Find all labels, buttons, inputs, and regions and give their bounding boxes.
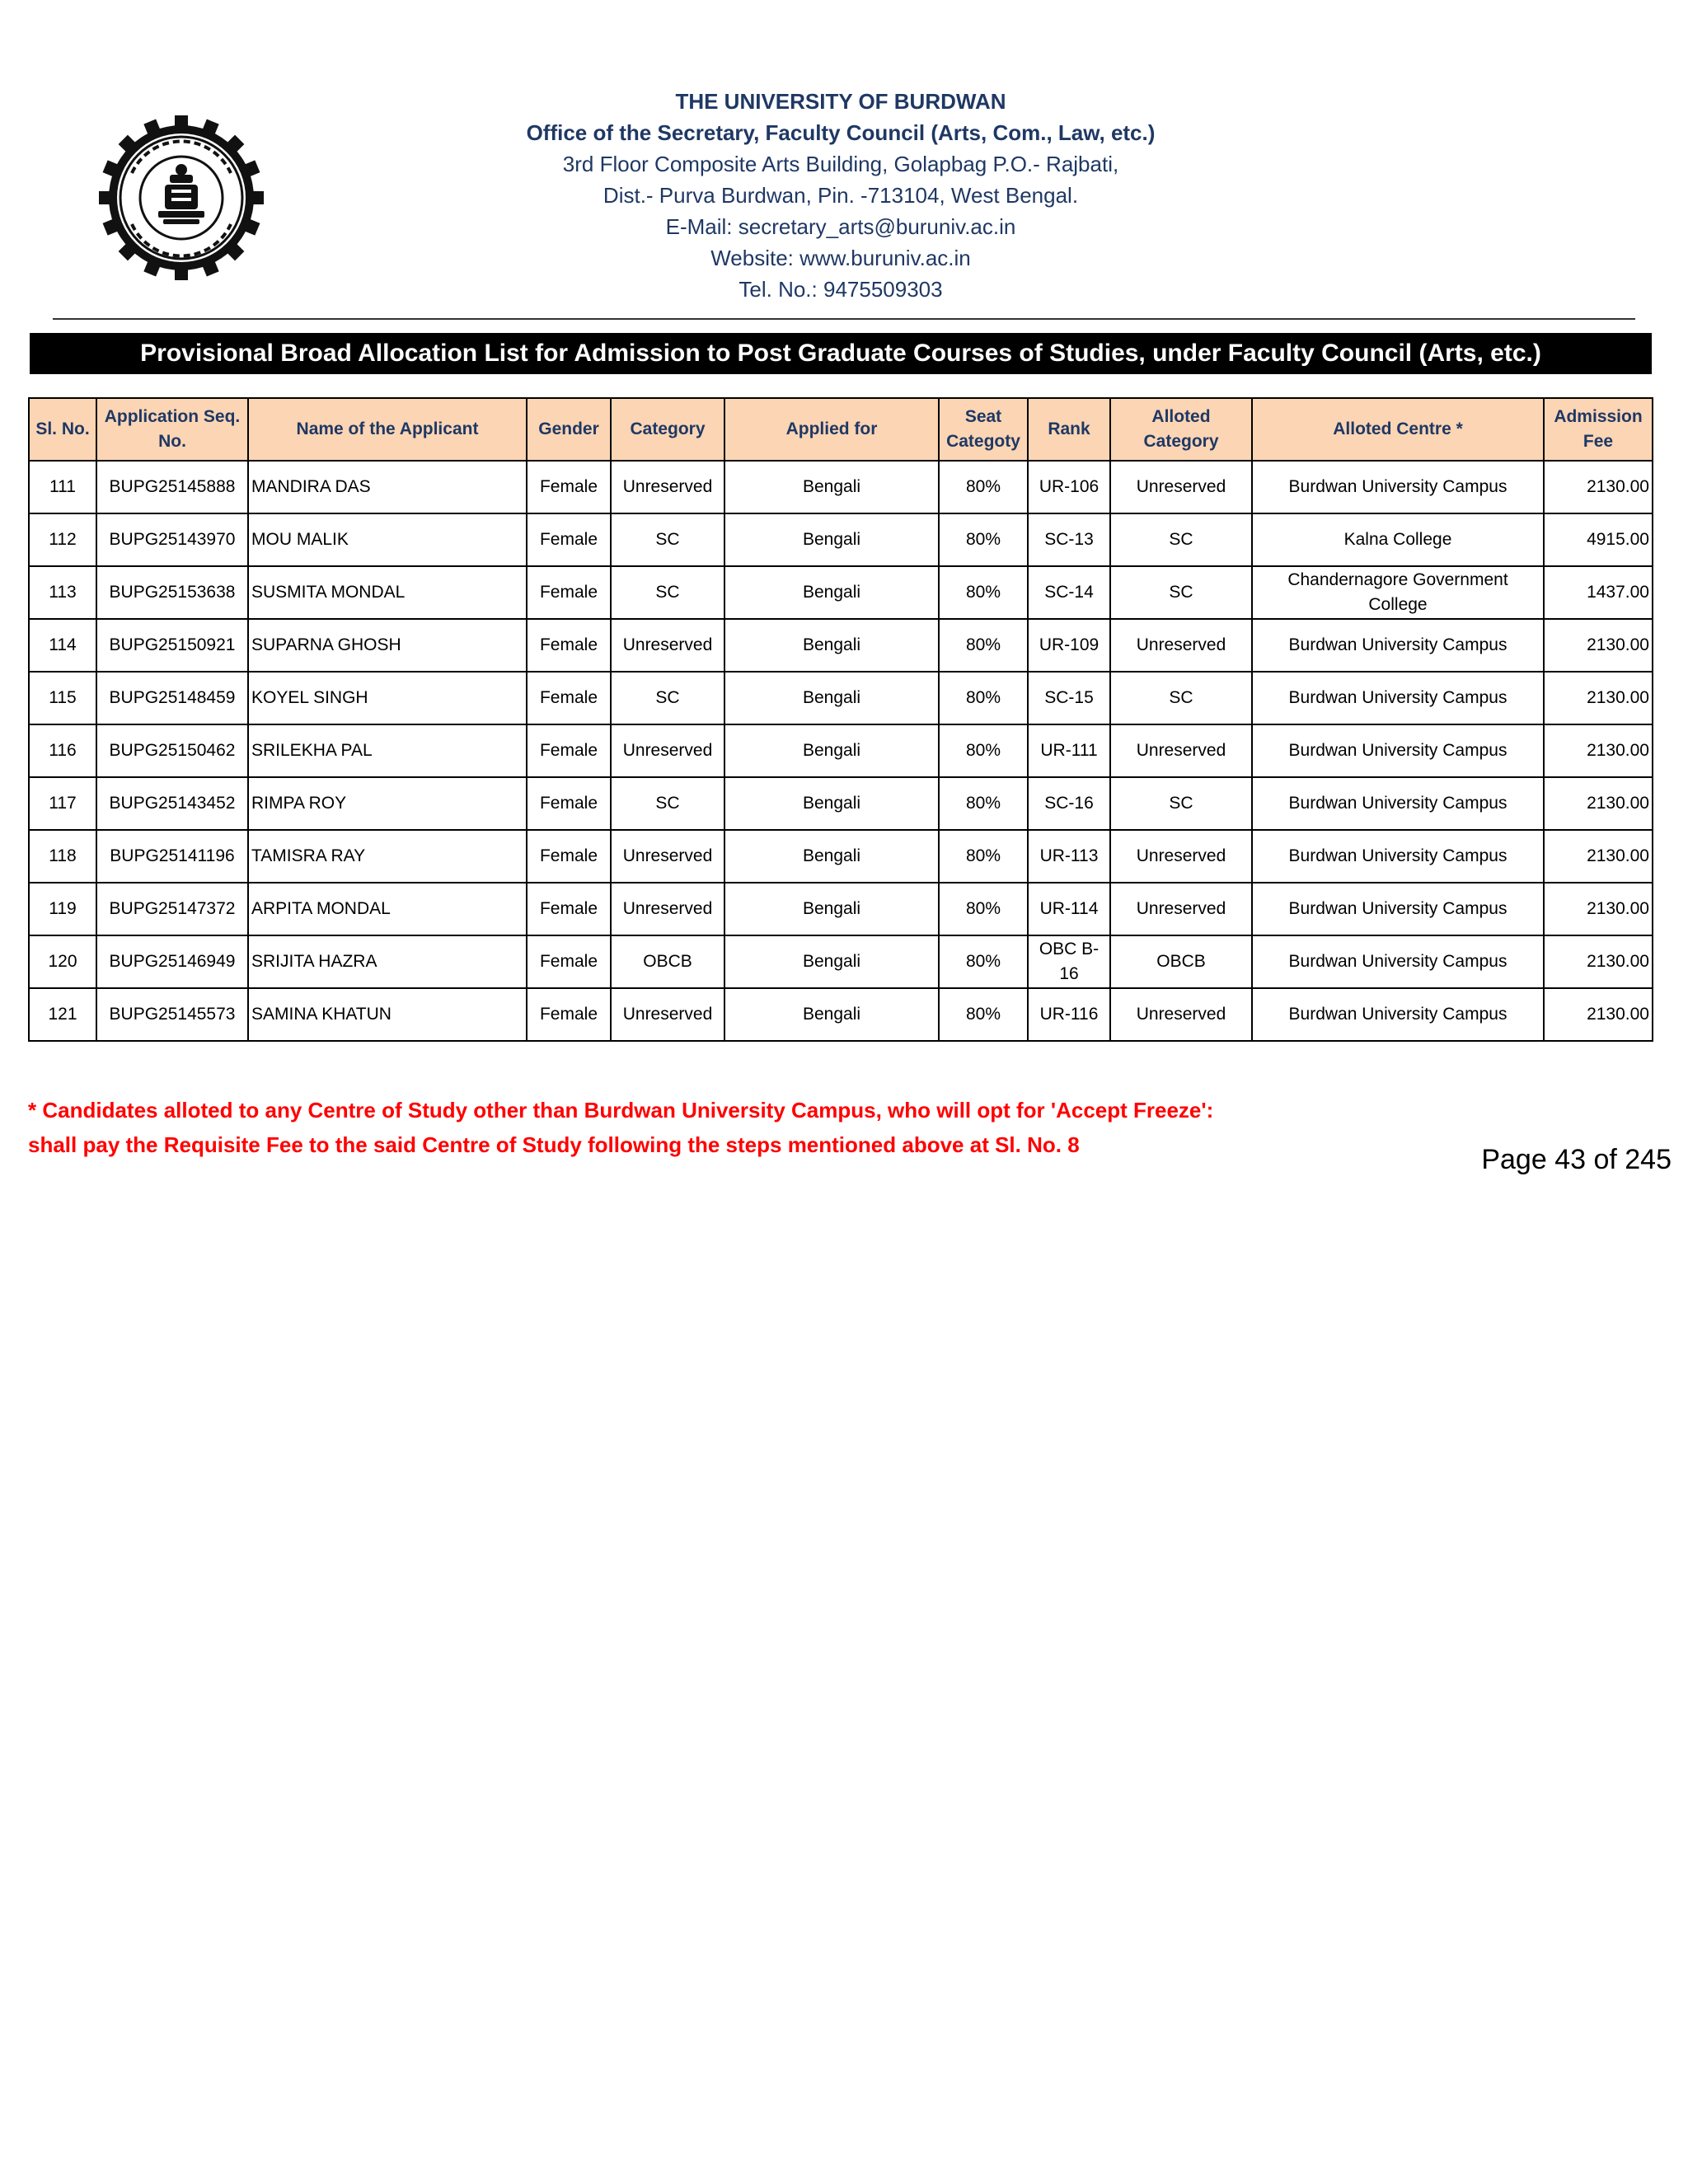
cell-gender: Female — [527, 724, 611, 777]
cell-gender: Female — [527, 777, 611, 830]
cell-sl-no: 116 — [29, 724, 96, 777]
table-row — [29, 724, 1653, 777]
cell-alloted-centre — [1252, 935, 1544, 988]
column-header-rank — [1028, 398, 1110, 461]
cell-category: SC — [611, 566, 724, 619]
cell-rank: UR-113 — [1028, 830, 1110, 883]
cell-admission-fee: 2130.00 — [1544, 935, 1653, 988]
cell-admission-fee: 2130.00 — [1544, 461, 1653, 513]
cell-rank: UR-111 — [1028, 724, 1110, 777]
column-header-line: Gender — [538, 419, 599, 438]
cell-applicant-name: MOU MALIK — [248, 513, 527, 566]
column-header-line: Admission — [1554, 407, 1643, 426]
address-line-1: 3rd Floor Composite Arts Building, Golapbag P.O.- Rajbati, — [562, 152, 1119, 176]
cell-seat-category: 80% — [939, 988, 1028, 1041]
cell-sl-no: 120 — [29, 935, 96, 988]
cell-applied-for: Bengali — [724, 566, 939, 619]
column-header-line: No. — [158, 432, 186, 451]
cell-rank: UR-106 — [1028, 461, 1110, 513]
cell-applied-for: Bengali — [724, 830, 939, 883]
cell-applicant-name: SRIJITA HAZRA — [248, 935, 527, 988]
cell-line: Burdwan University Campus — [1288, 688, 1507, 707]
footnote — [28, 1093, 1429, 1162]
letterhead-text — [445, 86, 1236, 305]
cell-admission-fee: 2130.00 — [1544, 777, 1653, 830]
column-header-line: Applied for — [785, 419, 878, 438]
cell-rank: SC-13 — [1028, 513, 1110, 566]
cell-applicant-name: SRILEKHA PAL — [248, 724, 527, 777]
cell-category: Unreserved — [611, 830, 724, 883]
cell-alloted-category: Unreserved — [1110, 461, 1252, 513]
table-row — [29, 883, 1653, 935]
cell-alloted-centre — [1252, 672, 1544, 724]
cell-rank: SC-14 — [1028, 566, 1110, 619]
column-header-line: Application Seq. — [104, 407, 241, 426]
cell-seat-category: 80% — [939, 777, 1028, 830]
cell-alloted-category: Unreserved — [1110, 883, 1252, 935]
cell-sl-no: 113 — [29, 566, 96, 619]
cell-gender: Female — [527, 988, 611, 1041]
cell-line: Burdwan University Campus — [1288, 794, 1507, 813]
cell-category: SC — [611, 672, 724, 724]
column-header-gender — [527, 398, 611, 461]
cell-seat-category: 80% — [939, 830, 1028, 883]
cell-line: Burdwan University Campus — [1288, 741, 1507, 760]
column-header-applied-for — [724, 398, 939, 461]
cell-category: SC — [611, 777, 724, 830]
footnote-line-2: shall pay the Requisite Fee to the said Centre of Study following the steps mentioned above at Sl. No. 8 — [28, 1132, 1080, 1157]
cell-admission-fee: 2130.00 — [1544, 883, 1653, 935]
column-header-line: Category — [1143, 432, 1219, 451]
cell-alloted-centre — [1252, 988, 1544, 1041]
cell-applied-for: Bengali — [724, 619, 939, 672]
cell-application-seq-no: BUPG25150921 — [96, 619, 248, 672]
cell-applicant-name: SUSMITA MONDAL — [248, 566, 527, 619]
cell-alloted-centre — [1252, 513, 1544, 566]
cell-applied-for: Bengali — [724, 777, 939, 830]
column-header-admission-fee — [1544, 398, 1653, 461]
cell-rank: UR-109 — [1028, 619, 1110, 672]
table-header-row — [29, 398, 1653, 461]
cell-line: Burdwan University Campus — [1288, 952, 1507, 971]
table-row — [29, 988, 1653, 1041]
telephone-line: Tel. No.: 9475509303 — [738, 277, 943, 302]
table-body — [29, 461, 1653, 1041]
cell-admission-fee: 2130.00 — [1544, 724, 1653, 777]
column-header-line: Fee — [1582, 432, 1614, 451]
cell-alloted-category: Unreserved — [1110, 724, 1252, 777]
website-line: Website: www.buruniv.ac.in — [710, 246, 971, 270]
cell-applied-for: Bengali — [724, 988, 939, 1041]
column-header-line: Categoty — [946, 432, 1020, 451]
cell-seat-category: 80% — [939, 672, 1028, 724]
cell-alloted-centre — [1252, 883, 1544, 935]
table-row — [29, 513, 1653, 566]
column-header-line: Seat — [964, 407, 1002, 426]
office-name: Office of the Secretary, Faculty Council (Arts, Com., Law, etc.) — [526, 120, 1156, 145]
cell-application-seq-no: BUPG25143452 — [96, 777, 248, 830]
cell-admission-fee: 2130.00 — [1544, 830, 1653, 883]
column-header-applicant-name — [248, 398, 527, 461]
cell-sl-no: 114 — [29, 619, 96, 672]
cell-admission-fee: 4915.00 — [1544, 513, 1653, 566]
cell-alloted-category: Unreserved — [1110, 830, 1252, 883]
cell-seat-category: 80% — [939, 724, 1028, 777]
header-divider — [53, 318, 1635, 320]
cell-gender: Female — [527, 672, 611, 724]
cell-application-seq-no: BUPG25143970 — [96, 513, 248, 566]
cell-applied-for: Bengali — [724, 935, 939, 988]
cell-line: College — [1368, 595, 1428, 614]
cell-category: Unreserved — [611, 883, 724, 935]
cell-alloted-centre — [1252, 724, 1544, 777]
table-row — [29, 777, 1653, 830]
column-header-line: Alloted Centre * — [1333, 419, 1463, 438]
cell-applicant-name: SAMINA KHATUN — [248, 988, 527, 1041]
cell-alloted-category: SC — [1110, 566, 1252, 619]
cell-sl-no: 121 — [29, 988, 96, 1041]
cell-seat-category: 80% — [939, 566, 1028, 619]
cell-sl-no: 111 — [29, 461, 96, 513]
column-header-line: Sl. No. — [35, 419, 90, 438]
cell-gender: Female — [527, 566, 611, 619]
cell-rank: SC-16 — [1028, 777, 1110, 830]
table-row — [29, 566, 1653, 619]
cell-alloted-centre — [1252, 461, 1544, 513]
cell-application-seq-no: BUPG25153638 — [96, 566, 248, 619]
cell-application-seq-no: BUPG25146949 — [96, 935, 248, 988]
cell-seat-category: 80% — [939, 461, 1028, 513]
cell-applicant-name: MANDIRA DAS — [248, 461, 527, 513]
column-header-seat-category — [939, 398, 1028, 461]
cell-rank: UR-116 — [1028, 988, 1110, 1041]
cell-applied-for: Bengali — [724, 513, 939, 566]
cell-alloted-centre — [1252, 830, 1544, 883]
cell-alloted-centre — [1252, 777, 1544, 830]
cell-alloted-category: Unreserved — [1110, 619, 1252, 672]
footnote-line-1: * Candidates alloted to any Centre of Study other than Burdwan University Campus, who will opt for 'Accept Freeze': — [28, 1098, 1214, 1122]
cell-category: Unreserved — [611, 461, 724, 513]
column-header-line: Name of the Applicant — [296, 419, 479, 438]
cell-seat-category: 80% — [939, 513, 1028, 566]
cell-gender: Female — [527, 461, 611, 513]
cell-line: Chandernagore Government — [1287, 570, 1508, 589]
column-header-application-seq-no — [96, 398, 248, 461]
cell-alloted-centre — [1252, 619, 1544, 672]
page-number: Page 43 of 245 — [1481, 1144, 1672, 1175]
cell-sl-no: 112 — [29, 513, 96, 566]
column-header-alloted-category — [1110, 398, 1252, 461]
cell-line: Burdwan University Campus — [1288, 635, 1507, 654]
table-row — [29, 830, 1653, 883]
cell-applicant-name: TAMISRA RAY — [248, 830, 527, 883]
cell-line: Burdwan University Campus — [1288, 846, 1507, 865]
table-row — [29, 461, 1653, 513]
cell-line: Burdwan University Campus — [1288, 477, 1507, 496]
cell-alloted-category: Unreserved — [1110, 988, 1252, 1041]
university-seal-icon — [99, 115, 264, 280]
cell-alloted-category: SC — [1110, 513, 1252, 566]
cell-gender: Female — [527, 883, 611, 935]
cell-applied-for: Bengali — [724, 672, 939, 724]
email-line: E-Mail: secretary_arts@buruniv.ac.in — [665, 214, 1016, 239]
cell-admission-fee: 2130.00 — [1544, 672, 1653, 724]
cell-seat-category: 80% — [939, 883, 1028, 935]
cell-seat-category: 80% — [939, 619, 1028, 672]
cell-alloted-centre — [1252, 566, 1544, 619]
cell-applied-for: Bengali — [724, 724, 939, 777]
cell-line: Burdwan University Campus — [1288, 1005, 1507, 1024]
cell-alloted-category: SC — [1110, 672, 1252, 724]
cell-admission-fee: 1437.00 — [1544, 566, 1653, 619]
cell-sl-no: 119 — [29, 883, 96, 935]
cell-applicant-name: SUPARNA GHOSH — [248, 619, 527, 672]
cell-gender: Female — [527, 619, 611, 672]
cell-application-seq-no: BUPG25148459 — [96, 672, 248, 724]
cell-rank: UR-114 — [1028, 883, 1110, 935]
cell-category: Unreserved — [611, 988, 724, 1041]
cell-gender: Female — [527, 513, 611, 566]
cell-rank: OBC B-16 — [1028, 935, 1110, 988]
cell-category: Unreserved — [611, 619, 724, 672]
cell-category: SC — [611, 513, 724, 566]
cell-applicant-name: KOYEL SINGH — [248, 672, 527, 724]
table-row — [29, 672, 1653, 724]
cell-applicant-name: RIMPA ROY — [248, 777, 527, 830]
cell-line: Kalna College — [1343, 530, 1452, 549]
cell-gender: Female — [527, 935, 611, 988]
column-header-line: Category — [630, 419, 706, 438]
cell-application-seq-no: BUPG25145888 — [96, 461, 248, 513]
cell-sl-no: 117 — [29, 777, 96, 830]
cell-line: Burdwan University Campus — [1288, 899, 1507, 918]
cell-application-seq-no: BUPG25141196 — [96, 830, 248, 883]
university-name: THE UNIVERSITY OF BURDWAN — [675, 89, 1006, 114]
cell-admission-fee: 2130.00 — [1544, 988, 1653, 1041]
cell-category: OBCB — [611, 935, 724, 988]
column-header-sl-no — [29, 398, 96, 461]
cell-category: Unreserved — [611, 724, 724, 777]
cell-rank: SC-15 — [1028, 672, 1110, 724]
table-row — [29, 619, 1653, 672]
cell-alloted-category: OBCB — [1110, 935, 1252, 988]
cell-seat-category: 80% — [939, 935, 1028, 988]
cell-applicant-name: ARPITA MONDAL — [248, 883, 527, 935]
cell-admission-fee: 2130.00 — [1544, 619, 1653, 672]
table-row — [29, 935, 1653, 988]
cell-alloted-category: SC — [1110, 777, 1252, 830]
cell-gender: Female — [527, 830, 611, 883]
cell-sl-no: 118 — [29, 830, 96, 883]
cell-applied-for: Bengali — [724, 461, 939, 513]
column-header-line: Rank — [1048, 419, 1090, 438]
column-header-alloted-centre — [1252, 398, 1544, 461]
allocation-table — [28, 397, 1653, 1042]
cell-application-seq-no: BUPG25147372 — [96, 883, 248, 935]
cell-applied-for: Bengali — [724, 883, 939, 935]
cell-application-seq-no: BUPG25145573 — [96, 988, 248, 1041]
cell-application-seq-no: BUPG25150462 — [96, 724, 248, 777]
page-title: Provisional Broad Allocation List for Admission to Post Graduate Courses of Studies, under Faculty Council (Arts, etc.) — [30, 333, 1652, 374]
column-header-line: Alloted — [1151, 407, 1211, 426]
address-line-2: Dist.- Purva Burdwan, Pin. -713104, West Bengal. — [603, 183, 1079, 208]
cell-sl-no: 115 — [29, 672, 96, 724]
column-header-category — [611, 398, 724, 461]
